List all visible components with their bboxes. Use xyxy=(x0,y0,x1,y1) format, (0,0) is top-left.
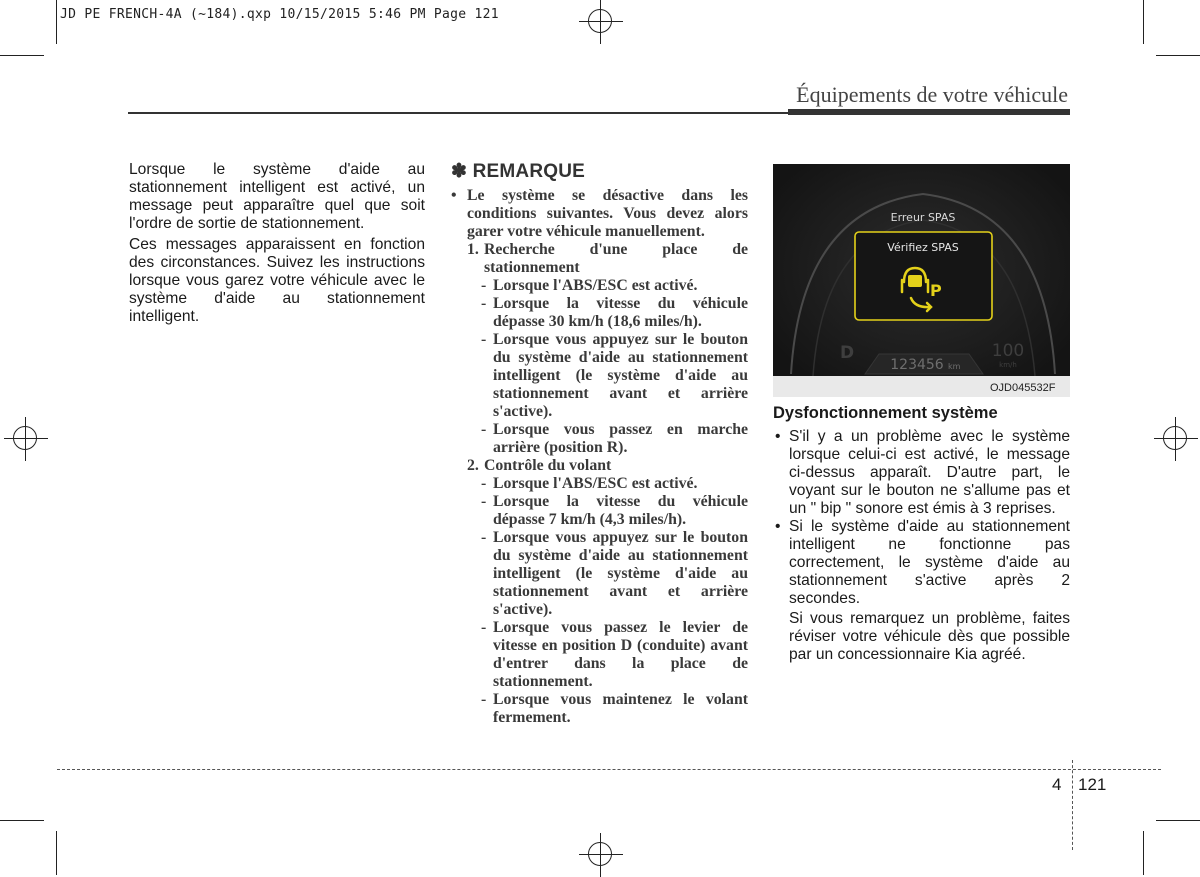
dash-marker: - xyxy=(481,277,487,294)
crop-mark xyxy=(1156,820,1200,821)
header-rule xyxy=(128,112,788,114)
crop-mark xyxy=(0,820,44,821)
registration-mark xyxy=(1163,426,1187,450)
dash-marker: - xyxy=(481,421,487,438)
gear-indicator: D xyxy=(839,343,855,363)
bullet-marker: • xyxy=(451,187,457,204)
list-item: - Lorsque vous passez le levier de vitesse en position D (conduite) avant d'entrer dans la place de stationnement. xyxy=(481,619,748,690)
odometer: 123456 xyxy=(890,357,944,373)
crop-mark xyxy=(0,55,44,56)
remarque-box xyxy=(451,160,748,727)
section-heading: Dysfonctionnement système xyxy=(773,404,998,422)
section-title: Contrôle du volant xyxy=(484,457,612,474)
dash-marker: - xyxy=(481,529,487,546)
list-item: - Lorsque vous appuyez sur le bouton du système d'aide au stationnement intelligent (le système d'aide au stationnement avant et arrière s'active). xyxy=(481,331,748,420)
bullet-marker: • xyxy=(775,518,781,535)
dash-marker: - xyxy=(481,619,487,636)
parking-letter: P xyxy=(930,281,942,300)
cluster-display-illustration xyxy=(773,164,1070,397)
intro-column xyxy=(129,161,425,329)
page-number: 121 xyxy=(1078,775,1107,794)
list-item: - Lorsque la vitesse du véhicule dépasse 7 km/h (4,3 miles/h). xyxy=(481,493,748,528)
registration-mark xyxy=(588,842,612,866)
section-title: Recherche d'une place de stationnement xyxy=(484,241,748,276)
service-note: Si vous remarquez un problème, faites réviser votre véhicule dès que possible par un concessionnaire Kia agréé. xyxy=(789,610,1070,663)
list-item: - Lorsque la vitesse du véhicule dépasse 30 km/h (18,6 miles/h). xyxy=(481,295,748,330)
warning-text: Vérifiez SPAS xyxy=(887,241,959,254)
section-number: 2. xyxy=(467,457,479,474)
crop-mark xyxy=(1143,831,1144,875)
figure-code: OJD045532F xyxy=(990,382,1056,394)
dash-marker: - xyxy=(481,295,487,312)
crop-mark xyxy=(56,831,57,875)
remarque-intro xyxy=(451,187,748,241)
chapter-number: 4 xyxy=(1052,775,1062,794)
registration-mark xyxy=(13,426,37,450)
intro-paragraph-2: Ces messages apparaissent en fonction des circonstances. Suivez les instructions lorsque vous garez votre véhicule avec le système d'aide au stationnement intelligent. xyxy=(129,236,425,325)
odometer-unit: km xyxy=(948,362,961,371)
dash-marker: - xyxy=(481,493,487,510)
remarque-section-2 xyxy=(451,457,748,475)
bullet-marker: • xyxy=(775,428,781,445)
list-item: - Lorsque vous passez en marche arrière (position R). xyxy=(481,421,748,456)
crop-mark xyxy=(1143,0,1144,44)
registration-mark xyxy=(588,9,612,33)
remarque-intro-text: Le système se désactive dans les conditions suivantes. Vous devez alors garer votre véhicule manuellement. xyxy=(467,187,748,240)
crop-mark xyxy=(1156,55,1200,56)
list-item: • Si le système d'aide au stationnement intelligent ne fonctionne pas correctement, le système d'aide au stationnement s'active après 2 secondes. xyxy=(775,518,1070,607)
section-number: 1. xyxy=(467,241,479,258)
error-label: Erreur SPAS xyxy=(890,211,956,224)
header-rule-thick xyxy=(788,109,1070,115)
remarque-section-1 xyxy=(451,241,748,277)
crop-mark xyxy=(56,0,57,44)
remarque-title: ✽ REMARQUE xyxy=(451,161,586,182)
footer-divider xyxy=(1072,760,1073,850)
intro-paragraph-1: Lorsque le système d'aide au stationnement intelligent est activé, un message peut apparaître quel que soit l'ordre de sortie de stationnement. xyxy=(129,161,425,232)
speed-unit: km/h xyxy=(999,361,1017,369)
list-item: - Lorsque l'ABS/ESC est activé. xyxy=(481,475,698,492)
list-item: - Lorsque vous maintenez le volant fermement. xyxy=(481,691,748,726)
list-item: • S'il y a un problème avec le système lorsque celui-ci est activé, le message ci-dessus apparaît. D'autre part, le voyant sur le bouton ne s'allume pas et un " bip " sonore est émis à 3 reprises. xyxy=(775,428,1070,517)
section-title: Équipements de votre véhicule xyxy=(796,82,1068,107)
dash-marker: - xyxy=(481,691,487,708)
list-item: - Lorsque l'ABS/ESC est activé. xyxy=(481,277,698,294)
speed-readout: 100 xyxy=(991,341,1025,361)
dash-marker: - xyxy=(481,475,487,492)
malfunction-section xyxy=(773,404,1070,664)
cluster-display-figure xyxy=(773,164,1070,397)
list-item: - Lorsque vous appuyez sur le bouton du système d'aide au stationnement intelligent (le système d'aide au stationnement avant et arrière s'active). xyxy=(481,529,748,618)
footer-dashed-rule xyxy=(57,769,1161,770)
dash-marker: - xyxy=(481,331,487,348)
print-slug: JD PE FRENCH-4A (~184).qxp 10/15/2015 5:46 PM Page 121 xyxy=(60,7,499,22)
